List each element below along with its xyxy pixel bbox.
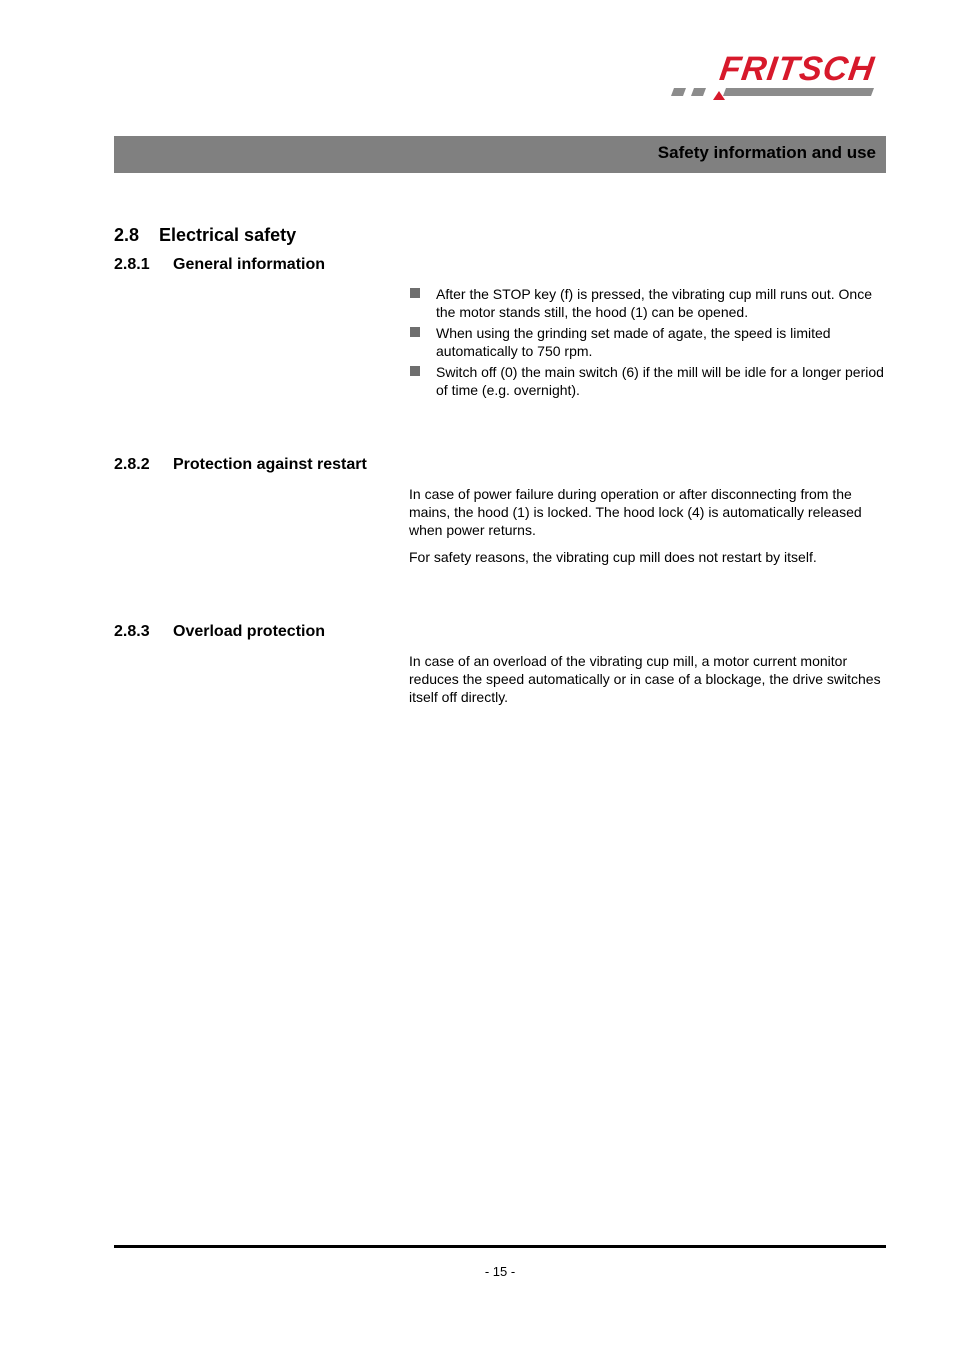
subheading-title: Protection against restart [173, 456, 367, 473]
subheading-number: 2.8.1 [114, 256, 150, 273]
square-bullet-icon [410, 366, 420, 376]
fritsch-logo [668, 50, 888, 112]
bullet-text: After the STOP key (f) is pressed, the vibrating cup mill runs out. Once the motor stands still, the hood (1) can be opened. [436, 286, 873, 320]
paragraph: For safety reasons, the vibrating cup mill does not restart by itself. [409, 549, 817, 565]
list-item [409, 324, 887, 360]
subheading-general-information [114, 256, 325, 274]
list-item [409, 285, 887, 321]
subheading-overload-protection [114, 623, 325, 641]
list-item [409, 363, 887, 399]
general-information-body [409, 285, 887, 402]
section-header-bar [114, 136, 886, 173]
square-bullet-icon [410, 288, 420, 298]
footer-divider [114, 1245, 886, 1248]
subheading-title: General information [173, 256, 326, 273]
paragraph: In case of an overload of the vibrating cup mill, a motor current monitor reduces the speed automatically or in case of a blockage, the drive switches itself off directly. [409, 653, 881, 705]
subheading-title: Overload protection [173, 623, 326, 640]
logo-stripes-icon [668, 84, 878, 106]
section-header-title: Safety information and use [657, 143, 876, 162]
protection-against-restart-body [409, 485, 887, 575]
subheading-number: 2.8.2 [114, 456, 150, 473]
bullet-list [409, 285, 887, 399]
square-bullet-icon [410, 327, 420, 337]
bullet-text: Switch off (0) the main switch (6) if the mill will be idle for a longer period of time (e.g. overnight). [436, 364, 884, 398]
heading-title: Electrical safety [159, 225, 297, 245]
heading-number: 2.8 [114, 225, 140, 245]
bullet-text: When using the grinding set made of agate, the speed is limited automatically to 750 rpm. [436, 325, 831, 359]
overload-protection-body [409, 652, 887, 715]
subheading-number: 2.8.3 [114, 623, 150, 640]
logo-wordmark: FRITSCH [717, 50, 877, 88]
heading-electrical-safety [114, 225, 296, 246]
subheading-protection-against-restart [114, 456, 367, 474]
paragraph: In case of power failure during operation or after disconnecting from the mains, the hood (1) is locked. The hood lock (4) is automatically released when power returns. [409, 486, 862, 538]
page-number: - 15 - [484, 1264, 516, 1279]
